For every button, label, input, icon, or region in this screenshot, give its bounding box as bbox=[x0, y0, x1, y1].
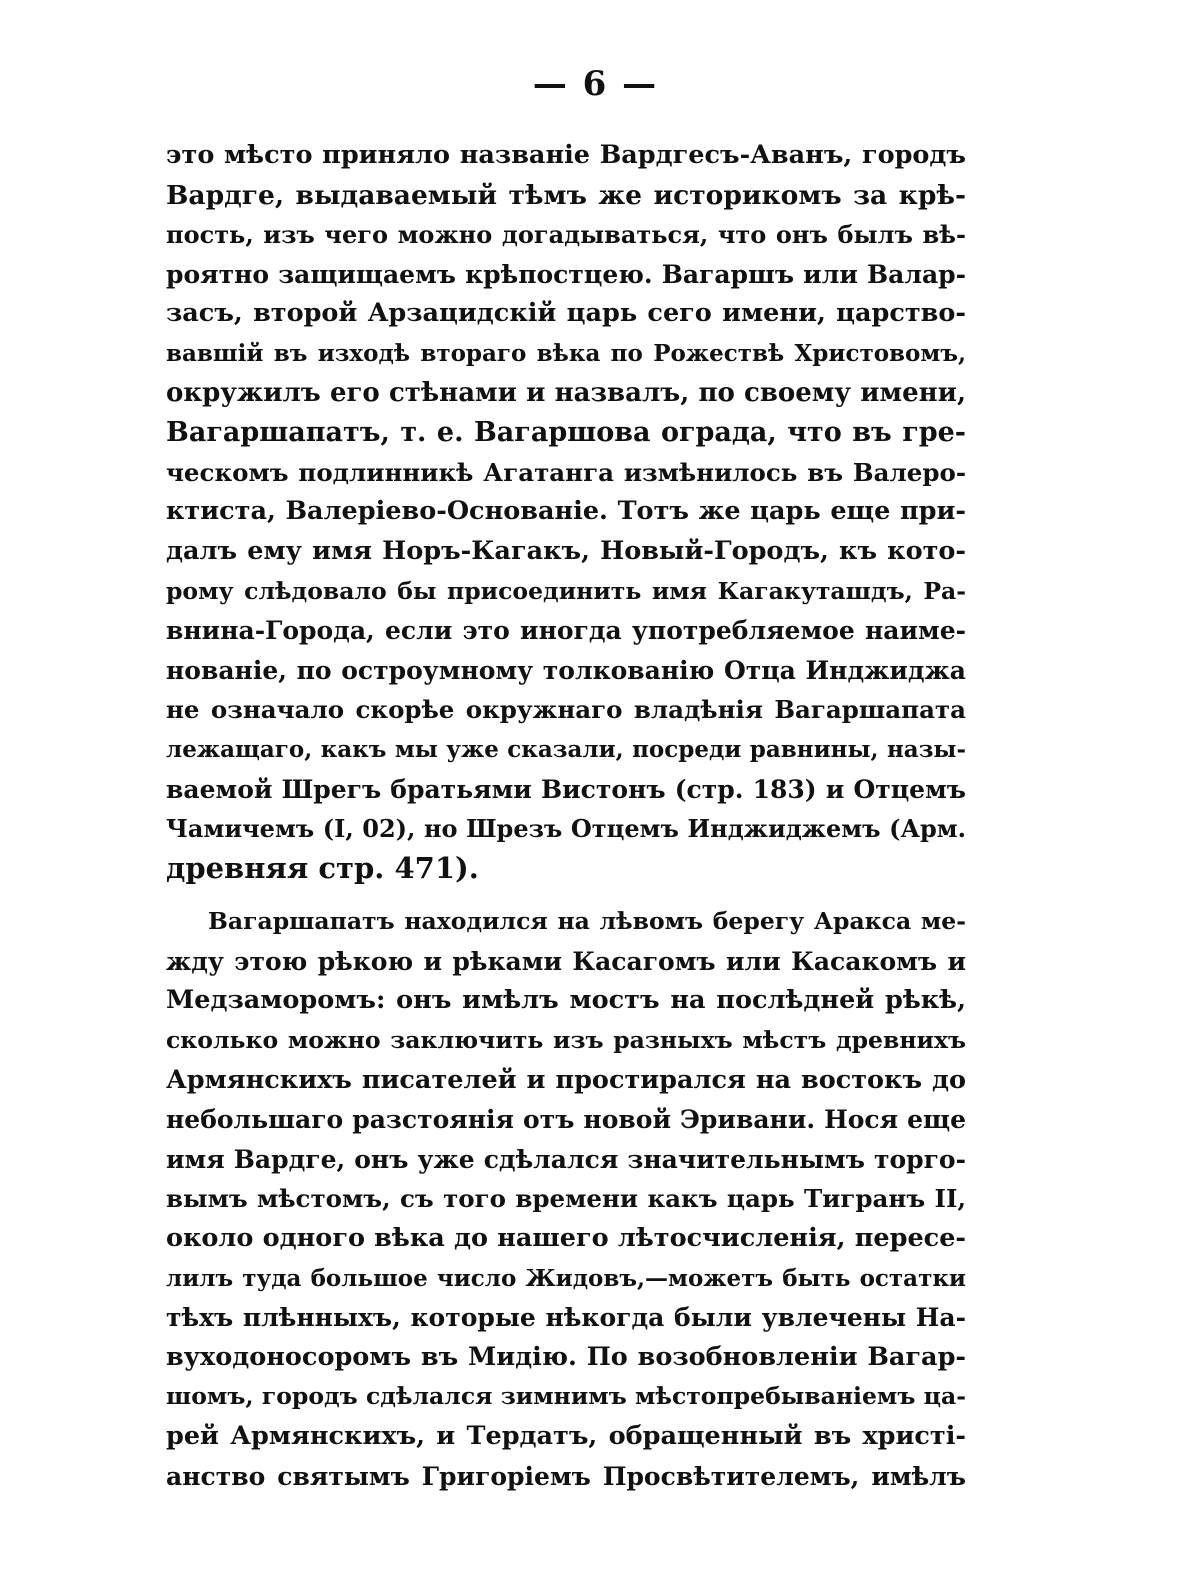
paragraph-gap bbox=[166, 888, 966, 902]
paragraph-1 bbox=[166, 136, 966, 888]
text-line: жду этою рѣкою и рѣками Касагомъ или Касакомъ и bbox=[166, 946, 966, 976]
text-line: пость, изъ чего можно догадываться, что онъ былъ вѣ- bbox=[166, 220, 966, 250]
text-line: Вагаршапатъ находился на лѣвомъ берегу Аракса ме- bbox=[208, 907, 966, 936]
page-number: — 6 — bbox=[532, 64, 659, 104]
text-line: анство святымъ Григоріемъ Просвѣтителемъ, имѣлъ bbox=[166, 1461, 966, 1491]
text-line: шомъ, городъ сдѣлался зимнимъ мѣстопребываніемъ ца- bbox=[166, 1382, 966, 1411]
text-line: рому слѣдовало бы присоединить имя Кагакуташдъ, Ра- bbox=[166, 576, 966, 605]
text-line: имя Вардге, онъ уже сдѣлался значительнымъ торго- bbox=[166, 1144, 966, 1174]
text-line: вавшій въ изходѣ втораго вѣка по Рожествѣ Христовомъ, bbox=[166, 339, 966, 367]
text-line: нованіе, по остроумному толкованію Отца Инджиджа bbox=[166, 655, 966, 685]
text-line: Медзаморомъ: онъ имѣлъ мостъ на послѣдней рѣкѣ, bbox=[166, 985, 966, 1016]
text-line: древняя стр. 471). bbox=[166, 850, 479, 885]
text-line: ктиста, Валеріево-Основаніе. Тотъ же царь еще при- bbox=[166, 496, 966, 527]
text-line: не означало скорѣе окружнаго владѣнія Вагаршапата bbox=[166, 695, 966, 725]
text-line: внина-Города, если это иногда употребляемое наиме- bbox=[166, 616, 966, 646]
text-line: засъ, второй Арзацидскій царь сего имени, царство- bbox=[166, 298, 966, 329]
text-line: ческомъ подлинникѣ Агатанга измѣнилось въ Валеро- bbox=[166, 457, 966, 487]
text-line: небольшаго разстоянія отъ новой Эривани. Нося еще bbox=[166, 1105, 966, 1135]
text-line: лилъ туда большое число Жидовъ,—можетъ быть остатки bbox=[166, 1264, 966, 1292]
text-line: Вагаршапатъ, т. е. Вагаршова ограда, что въ гре- bbox=[166, 417, 966, 449]
body-text bbox=[166, 136, 966, 1496]
text-line: вымъ мѣстомъ, съ того времени какъ царь Тигранъ II, bbox=[166, 1184, 966, 1214]
text-line: ваемой Шрегъ братьями Вистонъ (стр. 183) и Отцемъ bbox=[166, 774, 966, 804]
text-line: Чамичемъ (I, 02), но Шрезъ Отцемъ Инджиджемъ (Арм. bbox=[166, 814, 966, 844]
paragraph-2 bbox=[166, 902, 966, 1496]
text-line: окружилъ его стѣнами и назвалъ, по своему имени, bbox=[166, 377, 966, 408]
text-line: рей Армянскихъ, и Тердатъ, обращенный въ христі- bbox=[166, 1421, 966, 1451]
text-line: вуходоносоромъ въ Мидію. По возобновленіи Вагар- bbox=[166, 1341, 966, 1372]
text-line: далъ ему имя Норъ-Кагакъ, Новый-Городъ, къ кото- bbox=[166, 535, 966, 566]
text-line: лежащаго, какъ мы уже сказали, посреди равнины, назы- bbox=[166, 735, 966, 763]
text-line: сколько можно заключить изъ разныхъ мѣстъ древнихъ bbox=[166, 1026, 966, 1055]
text-line: около одного вѣка до нашего лѣтосчисленія, пересе- bbox=[166, 1223, 966, 1254]
text-line: тѣхъ плѣнныхъ, которые нѣкогда были увлечены На- bbox=[166, 1303, 966, 1333]
text-line: Армянскихъ писателей и простирался на востокъ до bbox=[166, 1064, 966, 1095]
text-line: это мѣсто приняло названіе Вардгесъ-Аванъ, городъ bbox=[166, 140, 966, 170]
text-line: роятно защищаемъ крѣпостцею. Вагаршъ или Валар- bbox=[166, 259, 966, 289]
text-line: Вардге, выдаваемый тѣмъ же историкомъ за крѣ- bbox=[166, 179, 966, 211]
